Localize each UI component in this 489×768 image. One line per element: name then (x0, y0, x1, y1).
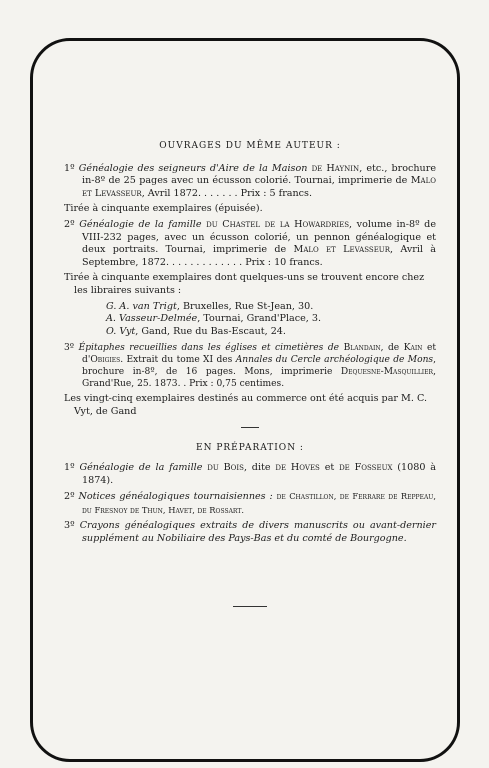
closing-rule (233, 606, 267, 607)
prep-1: 1º Généalogie de la famille du Bois, dite de Hoves et de Fosseux (1080 à 1874). (64, 462, 436, 486)
bookseller-1: G. A. van Trigt, Bruxelles, Rue St-Jean, 30. (106, 300, 314, 312)
prep-2: 2º Notices généalogiques tournaisiennes : de Chastillon, de Ferrare de Reppeau, du Fresnoy de Thun, Havet, de Rossart. (64, 491, 436, 515)
bookseller-3: O. Vyt, Gand, Rue du Bas-Escaut, 24. (106, 325, 286, 337)
note-2: Tirée à cinquante exemplaires dont quelques-uns se trouvent encore chez les libraires suivants : (64, 272, 425, 296)
section-divider (241, 427, 259, 428)
entry-3: 3º Épitaphes recueillies dans les églises et cimetières de Blandain, de Kain et d'Obigies. Extrait du tome XI des Annales du Cercle archéologique de Mons, brochure in-8º, de 16 pages. Mons, imprimerie Dequesne-Masquillier, Grand'Rue, 25. 1873. . Prix : 0,75 centimes. (64, 343, 436, 390)
bookseller-2: A. Vasseur-Delmée, Tournai, Grand'Place, 3. (106, 313, 322, 325)
page-content (64, 140, 436, 607)
note-3: Les vingt-cinq exemplaires destinés au commerce ont été acquis par M. C. Vyt, de Gand (64, 393, 428, 417)
entry-2: 2º Généalogie de la famille du Chastel de la Howardries, volume in-8º de VIII-232 pages, avec un écusson colorié, un pennon généalogique et deux portraits. Tournai, imprimerie de Malo et Levasseur, Avril à Septembre, 1872. . . . . . . . . . . . . Prix : 10 francs. (64, 218, 436, 268)
works-heading: OUVRAGES DU MÊME AUTEUR : (159, 141, 341, 151)
note-1: Tirée à cinquante exemplaires (épuisée). (64, 203, 263, 215)
prep-heading: EN PRÉPARATION : (196, 442, 304, 453)
entry-1: 1º Généalogie des seigneurs d'Aire de la Maison de Haynin, etc., brochure in-8º de 25 pages avec un écusson colorié. Tournai, imprimerie de Malo et Levasseur, Avril 1872. . . . . . . Prix : 5 francs. (64, 162, 436, 199)
prep-3: 3º Crayons généalogiques extraits de divers manuscrits ou avant-dernier supplément au Nobiliaire des Pays-Bas et du comté de Bourgogne. (64, 520, 436, 545)
